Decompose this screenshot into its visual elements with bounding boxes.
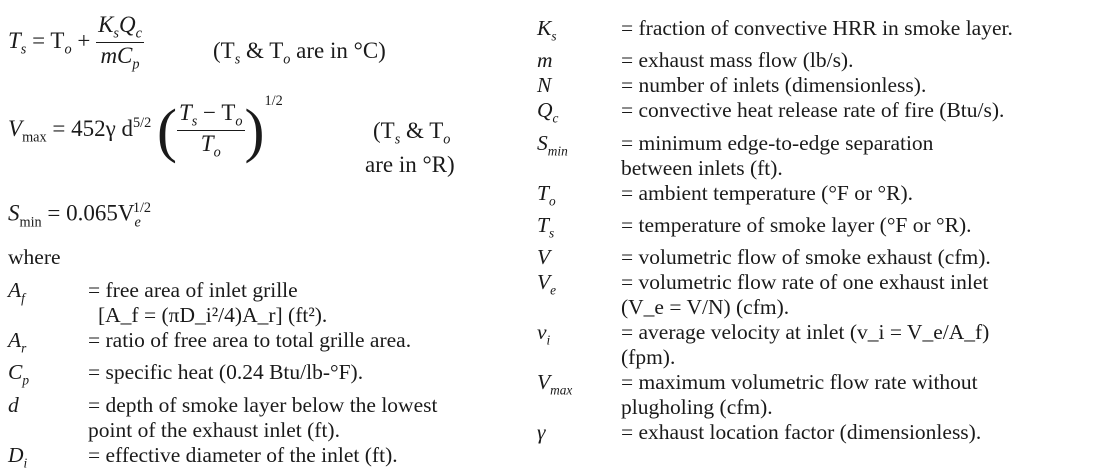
sym-text: A [8,278,22,302]
definition-row [8,328,513,360]
def-line: (fpm). [621,345,676,370]
sym-sub: max [550,382,573,398]
definition-row [537,213,1112,245]
eq2-condition-line1 [373,118,450,149]
sym-text: d [8,392,19,417]
eq1-num-q: Q [118,12,136,37]
sym-text: N [537,73,552,98]
definition-row [537,181,1112,213]
sym-text: V [537,370,551,395]
def-line: = free area of inlet grille [88,278,298,302]
def-line: = average velocity at inlet (v_i = V_e/A_f) [621,320,990,345]
eq1-den-text: mC [100,42,133,68]
definition-symbol [537,131,621,163]
eq1-num-q-sub: c [135,25,142,42]
eq2-num-b-sub: o [235,113,243,130]
sym-sub: r [21,340,27,356]
definition-row [537,245,1112,270]
eq2-cond-mid: & T [400,118,444,143]
eq1-plus: + [77,27,91,53]
eq2-lhs-sub: max [22,129,47,146]
sym-text: V [537,270,551,295]
definition-text [88,278,513,328]
eq2-outer-exp: 1/2 [264,93,283,110]
eq2-mid: = 452γ d [52,115,133,141]
definition-symbol [8,328,88,360]
definition-text [621,420,1112,445]
def-line: = volumetric flow of smoke exhaust (cfm). [621,245,991,270]
definition-symbol [8,443,88,475]
definition-row [537,16,1112,48]
eq3-lhs-sub: min [19,214,42,231]
definition-symbol [537,16,621,48]
sym-sub: s [548,225,555,241]
def-line: point of the exhaust inlet (ft). [88,417,340,442]
definition-symbol [537,370,621,402]
eq2-cond-sub1: s [394,131,401,148]
sym-sub: min [547,142,568,158]
eq1-cond-end: are in °C) [290,38,386,63]
eq1-numerator [96,12,144,43]
sym-text: γ [537,420,546,445]
sym-text: v [537,320,547,345]
definition-text [621,73,1112,98]
definition-symbol [8,360,88,392]
sym-text: A [8,328,22,352]
def-line: = convective heat release rate of fire (Btu/s). [621,98,1005,123]
definition-row [537,73,1112,98]
definition-row [8,360,513,392]
definition-symbol [537,181,621,213]
definition-text [88,360,513,385]
eq3-lhs: S [8,200,20,226]
sym-text: C [8,360,23,385]
definition-row [8,278,513,328]
eq3-rhs-sup: 1/2 [132,200,152,216]
definition-text [621,48,1112,73]
eq2-den-sub: o [213,144,221,161]
eq2-den: T [200,130,214,156]
definition-row [537,131,1112,181]
sym-sub: i [23,454,28,470]
definition-symbol [537,420,621,445]
definition-text [621,98,1112,123]
eq1-cond-open: (T [213,38,235,63]
eq1-rhs-lead [32,27,72,58]
left-definitions [8,278,513,475]
definition-symbol [8,278,88,310]
sym-sub: e [550,282,557,298]
sym-text: T [537,180,549,205]
eq2-cond-line2-text: are in °R) [365,152,455,177]
definition-text [621,370,1112,420]
definition-text [88,393,513,443]
def-line: (V_e = V/N) (cfm). [621,295,790,320]
sym-text: T [537,212,549,237]
eq2-cond-sub2: o [443,131,451,148]
eq2-fraction [177,100,245,161]
sym-text: K [537,16,552,40]
equation-max-flow [8,93,283,164]
eq2-cond-open: (T [373,118,395,143]
sym-text: D [8,442,24,467]
definition-symbol [537,270,621,302]
definition-text [621,270,1112,320]
definition-text [88,443,513,468]
eq2-open-paren: ( [156,97,177,164]
eq2-numerator [177,100,245,131]
eq2-exp1: 5/2 [133,115,152,132]
eq1-cond-sub2: o [283,51,291,68]
def-line: = temperature of smoke layer (°F or °R). [621,212,972,237]
definition-text [621,245,1112,270]
eq3-rhs-sub: e [134,214,141,231]
eq1-rhs-lead-sub: o [64,41,72,58]
def-line: = volumetric flow rate of one exhaust inlet [621,270,989,295]
right-definitions [537,16,1112,445]
sym-sub: i [546,332,551,348]
def-line: = depth of smoke layer below the lowest [88,392,438,417]
eq2-num-a: T [178,100,192,125]
def-line: = exhaust mass flow (lb/s). [621,48,854,73]
def-line: [A_f = (πD_i²/4)A_r] (ft²). [98,303,328,327]
eq2-num-minus: − T [197,100,236,125]
eq1-condition [213,38,386,69]
definition-row [8,393,513,443]
def-line: = number of inlets (dimensionless). [621,73,927,98]
equation-smoke-temperature [8,12,144,73]
sym-sub: o [548,192,556,208]
definition-text [621,131,1112,181]
def-line: between inlets (ft). [621,155,783,180]
def-line: = effective diameter of the inlet (ft). [88,442,398,467]
definition-row [537,370,1112,420]
eq2-denominator [177,131,245,161]
definition-text [621,16,1112,41]
definition-symbol [537,73,621,98]
eq1-num-k-sub: s [113,25,119,42]
def-line: = ambient temperature (°F or °R). [621,180,914,205]
definition-symbol [537,213,621,245]
def-line: = minimum edge-to-edge separation [621,130,934,155]
sym-sub: p [22,372,30,388]
definition-symbol [8,393,88,418]
def-line: = specific heat (0.24 Btu/lb-°F). [88,360,364,385]
def-line: plugholing (cfm). [621,395,773,420]
eq1-fraction [96,12,144,73]
eq3-rhs: = 0.065V [47,200,135,226]
equation-min-separation [8,200,151,231]
sym-sub: s [551,28,557,44]
definition-symbol [537,48,621,73]
definition-row [537,48,1112,73]
definition-row [537,420,1112,445]
where-label: where [8,245,61,269]
sym-text: S [537,130,548,155]
definition-text [621,320,1112,370]
definition-row [8,443,513,475]
eq1-rhs-lead-text: = T [32,27,65,53]
def-line: = maximum volumetric flow rate without [621,370,978,395]
definition-symbol [537,245,621,270]
definition-row [537,270,1112,320]
definition-text [621,181,1112,206]
eq1-num-k: K [98,12,114,37]
eq2-close-paren: ) [244,97,265,164]
def-line: = exhaust location factor (dimensionless). [621,420,982,445]
sym-sub: f [21,290,25,306]
definition-row [537,320,1112,370]
eq1-den-sub: p [132,56,140,73]
sym-text: V [537,245,551,270]
eq2-condition-line2 [365,152,455,178]
sym-sub: c [552,110,559,126]
eq1-denominator [96,43,144,73]
eq2-num-a-sub: s [191,113,198,130]
definition-symbol [537,98,621,130]
definition-text [88,328,513,353]
def-line: = fraction of convective HRR in smoke layer. [621,16,1013,40]
eq1-lhs-sub: s [20,41,27,58]
sym-text: Q [537,98,553,123]
eq1-lhs: T [8,27,21,53]
eq2-lhs: V [8,115,23,141]
definition-row [537,98,1112,130]
definition-text [621,213,1112,238]
definition-symbol [537,320,621,352]
eq1-cond-mid: & T [240,38,284,63]
sym-text: m [537,48,553,73]
def-line: = ratio of free area to total grille area. [88,328,412,352]
eq1-cond-sub1: s [234,51,241,68]
